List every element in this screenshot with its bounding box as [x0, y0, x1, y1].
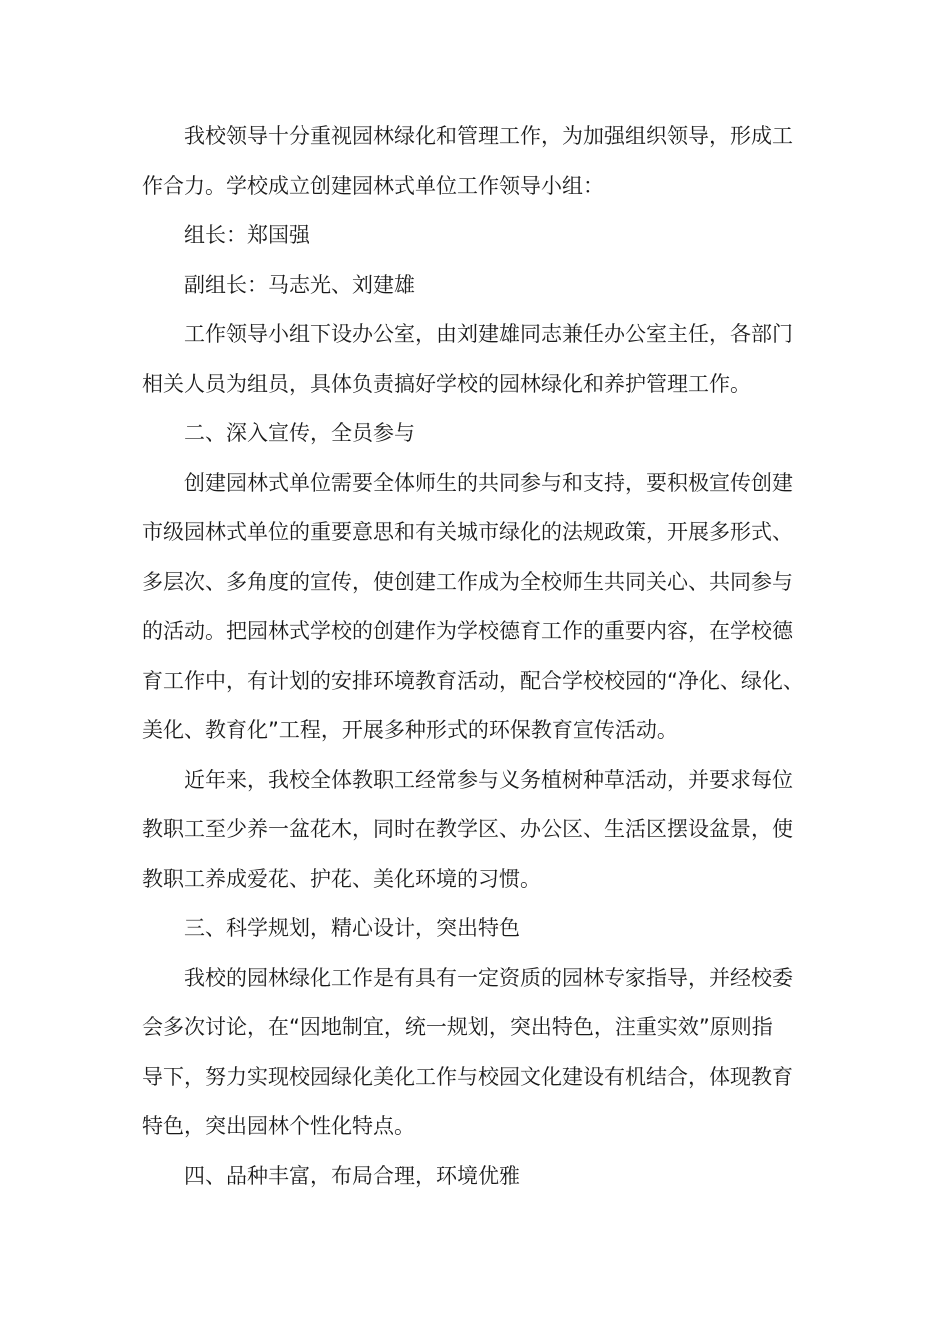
paragraph — [142, 459, 812, 756]
text-line: 四、品种丰富，布局合理，环境优雅 — [184, 1163, 520, 1188]
text-line: 美化、教育化”工程，开展多种形式的环保教育宣传活动。 — [142, 718, 678, 742]
text-line: 教职工至少养一盆花木，同时在教学区、办公区、生活区摆设盆景，使 — [142, 817, 793, 841]
text-line: 育工作中，有计划的安排环境教育活动，配合学校校园的“净化、绿化、 — [142, 668, 804, 693]
paragraph — [142, 409, 812, 459]
text-line: 我校的园林绿化工作是有具有一定资质的园林专家指导，并经校委 — [184, 965, 793, 990]
text-line: 教职工养成爱花、护花、美化环境的习惯。 — [142, 866, 541, 891]
text-line: 导下，努力实现校园绿化美化工作与校园文化建设有机结合，体现教育 — [142, 1064, 793, 1089]
paragraph — [142, 261, 812, 311]
text-line: 的活动。把园林式学校的创建作为学校德育工作的重要内容，在学校德 — [142, 619, 793, 643]
text-line: 会多次讨论，在“因地制宜，统一规划，突出特色，注重实效”原则指 — [142, 1015, 773, 1039]
paragraph — [142, 310, 812, 409]
paragraph — [142, 904, 812, 954]
text-line: 近年来，我校全体教职工经常参与义务植树种草活动，并要求每位 — [184, 767, 793, 792]
paragraph — [142, 112, 812, 211]
paragraph — [142, 1152, 812, 1202]
text-line: 作合力。学校成立创建园林式单位工作领导小组： — [142, 173, 604, 198]
paragraph — [142, 211, 812, 261]
text-line: 相关人员为组员，具体负责搞好学校的园林绿化和养护管理工作。 — [142, 371, 751, 396]
text-line: 副组长：马志光、刘建雄 — [184, 272, 415, 297]
text-line: 市级园林式单位的重要意思和有关城市绿化的法规政策，开展多形式、 — [142, 520, 793, 544]
text-line: 我校领导十分重视园林绿化和管理工作，为加强组织领导，形成工 — [184, 124, 793, 148]
text-line: 组长：郑国强 — [184, 223, 310, 247]
paragraph — [142, 954, 812, 1152]
text-line: 三、科学规划，精心设计，突出特色 — [184, 916, 520, 940]
text-line: 特色，突出园林个性化特点。 — [142, 1114, 415, 1138]
text-line: 二、深入宣传，全员参与 — [184, 421, 415, 445]
paragraph — [142, 756, 812, 905]
text-line: 创建园林式单位需要全体师生的共同参与和支持，要积极宣传创建 — [184, 470, 793, 495]
text-line: 多层次、多角度的宣传，使创建工作成为全校师生共同关心、共同参与 — [142, 569, 793, 594]
document-body — [142, 112, 812, 1201]
text-line: 工作领导小组下设办公室，由刘建雄同志兼任办公室主任，各部门 — [184, 322, 793, 346]
